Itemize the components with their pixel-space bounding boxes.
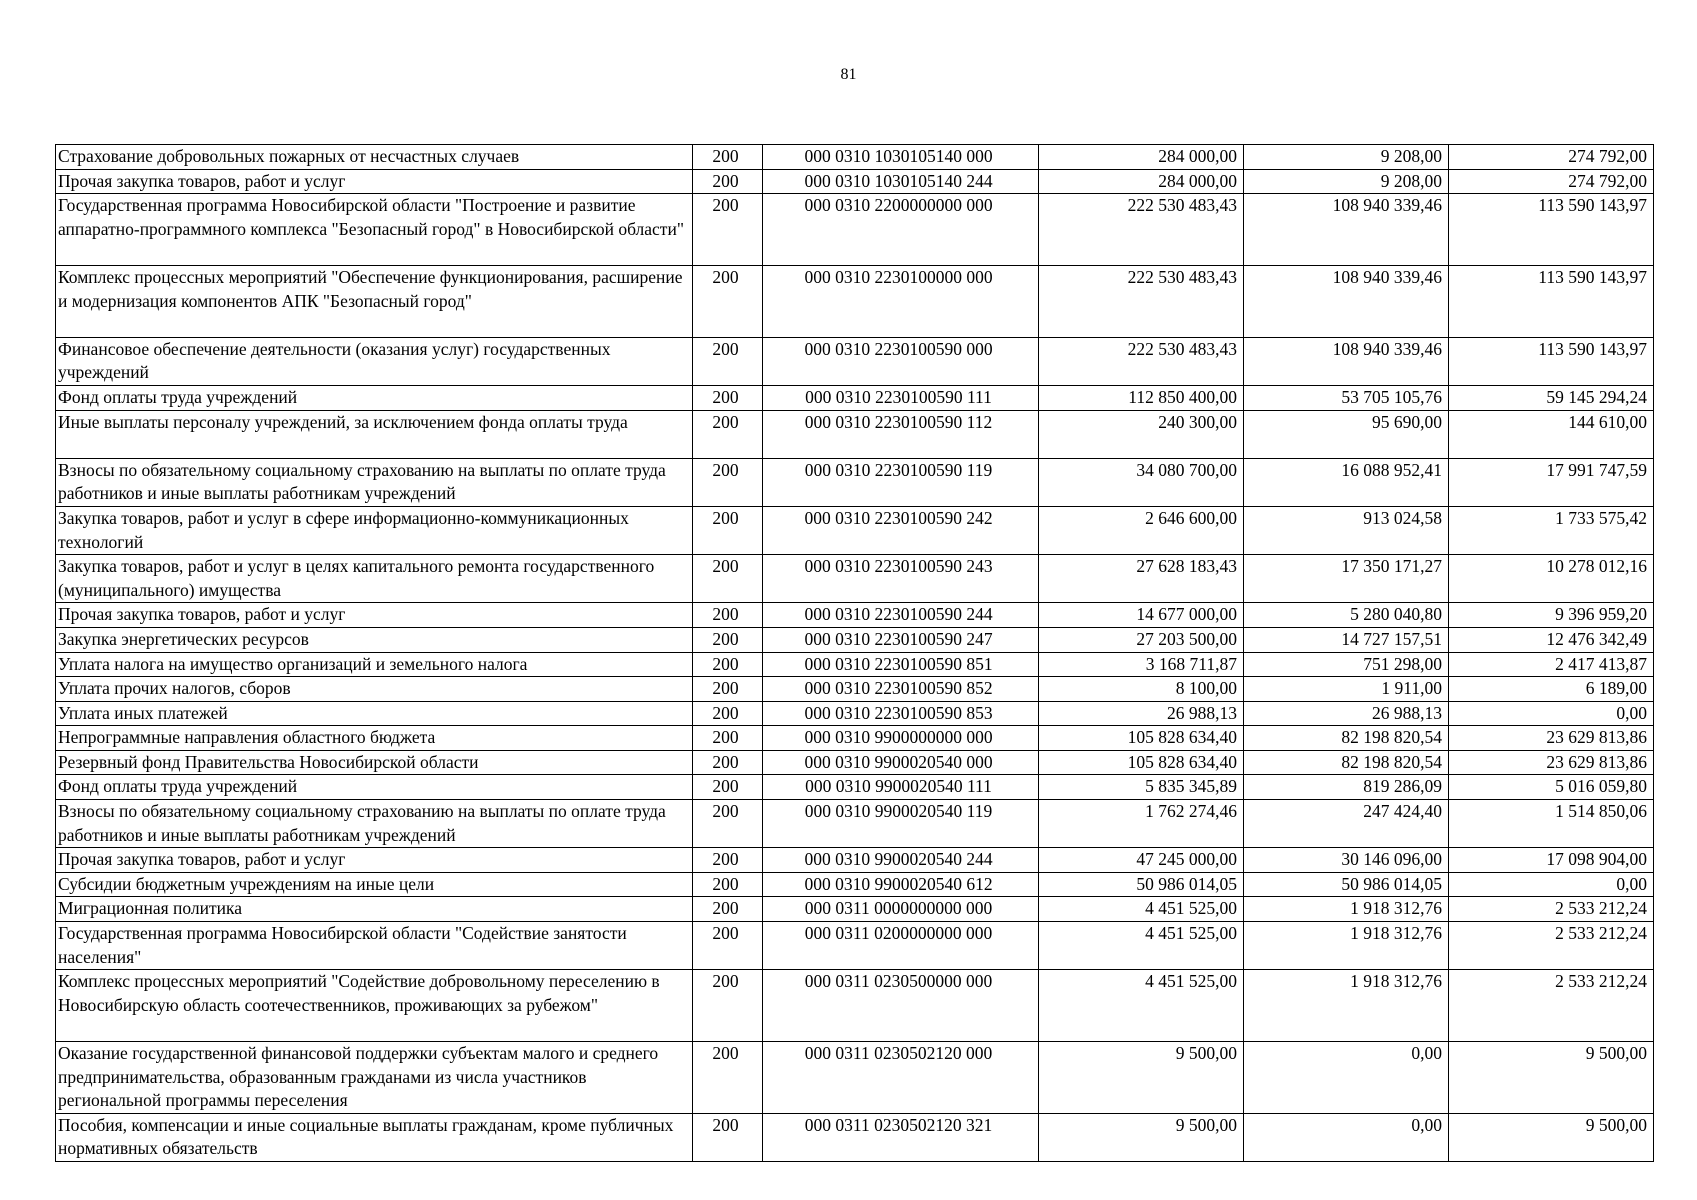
expense-name-cell: Уплата налога на имущество организаций и земельного налога — [56, 652, 693, 677]
expense-name-cell: Комплекс процессных мероприятий "Обеспечение функционирования, расширение и модернизация компонентов АПК "Безопасный город" — [56, 265, 693, 337]
table-row — [56, 555, 1654, 603]
executed-amount-cell: 1 918 312,76 — [1244, 970, 1449, 1042]
approved-amount-cell: 4 451 525,00 — [1039, 922, 1244, 970]
table-row — [56, 265, 1654, 337]
line-code-cell: 200 — [693, 145, 763, 170]
approved-amount-cell: 222 530 483,43 — [1039, 194, 1244, 266]
unexecuted-amount-cell: 9 396 959,20 — [1449, 603, 1654, 628]
unexecuted-amount-cell: 2 417 413,87 — [1449, 652, 1654, 677]
expense-name-cell: Комплекс процессных мероприятий "Содействие добровольному переселению в Новосибирскую область соотечественников, проживающих за рубежом" — [56, 970, 693, 1042]
budget-classification-code-cell: 000 0310 2230100590 851 — [763, 652, 1039, 677]
table-row — [56, 800, 1654, 848]
approved-amount-cell: 5 835 345,89 — [1039, 775, 1244, 800]
unexecuted-amount-cell: 10 278 012,16 — [1449, 555, 1654, 603]
unexecuted-amount-cell: 23 629 813,86 — [1449, 726, 1654, 751]
executed-amount-cell: 9 208,00 — [1244, 169, 1449, 194]
approved-amount-cell: 9 500,00 — [1039, 1042, 1244, 1114]
unexecuted-amount-cell: 113 590 143,97 — [1449, 194, 1654, 266]
budget-classification-code-cell: 000 0310 2230100590 243 — [763, 555, 1039, 603]
unexecuted-amount-cell: 17 098 904,00 — [1449, 848, 1654, 873]
executed-amount-cell: 82 198 820,54 — [1244, 726, 1449, 751]
approved-amount-cell: 284 000,00 — [1039, 145, 1244, 170]
approved-amount-cell: 3 168 711,87 — [1039, 652, 1244, 677]
expense-name-cell: Закупка товаров, работ и услуг в целях капитального ремонта государственного (муниципального) имущества — [56, 555, 693, 603]
unexecuted-amount-cell: 17 991 747,59 — [1449, 458, 1654, 506]
line-code-cell: 200 — [693, 726, 763, 751]
expense-name-cell: Прочая закупка товаров, работ и услуг — [56, 603, 693, 628]
table-row — [56, 872, 1654, 897]
unexecuted-amount-cell: 2 533 212,24 — [1449, 897, 1654, 922]
expense-name-cell: Уплата иных платежей — [56, 701, 693, 726]
approved-amount-cell: 222 530 483,43 — [1039, 265, 1244, 337]
budget-classification-code-cell: 000 0310 2230100590 852 — [763, 677, 1039, 702]
table-row — [56, 506, 1654, 554]
line-code-cell: 200 — [693, 555, 763, 603]
line-code-cell: 200 — [693, 385, 763, 410]
executed-amount-cell: 913 024,58 — [1244, 506, 1449, 554]
budget-classification-code-cell: 000 0310 9900020540 612 — [763, 872, 1039, 897]
unexecuted-amount-cell: 9 500,00 — [1449, 1042, 1654, 1114]
line-code-cell: 200 — [693, 265, 763, 337]
budget-classification-code-cell: 000 0311 0200000000 000 — [763, 922, 1039, 970]
line-code-cell: 200 — [693, 701, 763, 726]
table-row — [56, 922, 1654, 970]
table-row — [56, 652, 1654, 677]
budget-classification-code-cell: 000 0310 2230100590 242 — [763, 506, 1039, 554]
table-row — [56, 750, 1654, 775]
executed-amount-cell: 95 690,00 — [1244, 410, 1449, 458]
line-code-cell: 200 — [693, 1113, 763, 1161]
expense-name-cell: Субсидии бюджетным учреждениям на иные цели — [56, 872, 693, 897]
expense-name-cell: Миграционная политика — [56, 897, 693, 922]
approved-amount-cell: 9 500,00 — [1039, 1113, 1244, 1161]
line-code-cell: 200 — [693, 677, 763, 702]
executed-amount-cell: 1 911,00 — [1244, 677, 1449, 702]
expense-name-cell: Непрограммные направления областного бюджета — [56, 726, 693, 751]
executed-amount-cell: 108 940 339,46 — [1244, 337, 1449, 385]
budget-classification-code-cell: 000 0310 2230100590 000 — [763, 337, 1039, 385]
table-row — [56, 970, 1654, 1042]
executed-amount-cell: 26 988,13 — [1244, 701, 1449, 726]
line-code-cell: 200 — [693, 872, 763, 897]
expense-name-cell: Резервный фонд Правительства Новосибирской области — [56, 750, 693, 775]
budget-classification-code-cell: 000 0310 9900020540 244 — [763, 848, 1039, 873]
line-code-cell: 200 — [693, 775, 763, 800]
executed-amount-cell: 53 705 105,76 — [1244, 385, 1449, 410]
line-code-cell: 200 — [693, 800, 763, 848]
unexecuted-amount-cell: 0,00 — [1449, 872, 1654, 897]
expense-name-cell: Фонд оплаты труда учреждений — [56, 775, 693, 800]
line-code-cell: 200 — [693, 750, 763, 775]
line-code-cell: 200 — [693, 627, 763, 652]
executed-amount-cell: 9 208,00 — [1244, 145, 1449, 170]
expense-name-cell: Государственная программа Новосибирской области "Построение и развитие аппаратно-программного комплекса "Безопасный город" в Новосибирской области" — [56, 194, 693, 266]
unexecuted-amount-cell: 2 533 212,24 — [1449, 970, 1654, 1042]
executed-amount-cell: 1 918 312,76 — [1244, 897, 1449, 922]
approved-amount-cell: 105 828 634,40 — [1039, 726, 1244, 751]
budget-classification-code-cell: 000 0310 2200000000 000 — [763, 194, 1039, 266]
unexecuted-amount-cell: 9 500,00 — [1449, 1113, 1654, 1161]
budget-execution-table — [55, 144, 1654, 1162]
line-code-cell: 200 — [693, 506, 763, 554]
expense-name-cell: Уплата прочих налогов, сборов — [56, 677, 693, 702]
approved-amount-cell: 4 451 525,00 — [1039, 970, 1244, 1042]
budget-classification-code-cell: 000 0310 2230100590 244 — [763, 603, 1039, 628]
approved-amount-cell: 4 451 525,00 — [1039, 897, 1244, 922]
approved-amount-cell: 34 080 700,00 — [1039, 458, 1244, 506]
page-number: 81 — [840, 66, 857, 83]
budget-classification-code-cell: 000 0310 1030105140 244 — [763, 169, 1039, 194]
budget-classification-code-cell: 000 0310 2230100000 000 — [763, 265, 1039, 337]
executed-amount-cell: 0,00 — [1244, 1042, 1449, 1114]
executed-amount-cell: 16 088 952,41 — [1244, 458, 1449, 506]
executed-amount-cell: 0,00 — [1244, 1113, 1449, 1161]
approved-amount-cell: 27 628 183,43 — [1039, 555, 1244, 603]
executed-amount-cell: 5 280 040,80 — [1244, 603, 1449, 628]
unexecuted-amount-cell: 59 145 294,24 — [1449, 385, 1654, 410]
executed-amount-cell: 1 918 312,76 — [1244, 922, 1449, 970]
unexecuted-amount-cell: 1 514 850,06 — [1449, 800, 1654, 848]
unexecuted-amount-cell: 2 533 212,24 — [1449, 922, 1654, 970]
line-code-cell: 200 — [693, 897, 763, 922]
expense-name-cell: Закупка товаров, работ и услуг в сфере информационно-коммуникационных технологий — [56, 506, 693, 554]
table-row — [56, 458, 1654, 506]
table-row — [56, 775, 1654, 800]
budget-classification-code-cell: 000 0310 1030105140 000 — [763, 145, 1039, 170]
table-row — [56, 169, 1654, 194]
executed-amount-cell: 17 350 171,27 — [1244, 555, 1449, 603]
budget-classification-code-cell: 000 0310 2230100590 111 — [763, 385, 1039, 410]
approved-amount-cell: 47 245 000,00 — [1039, 848, 1244, 873]
line-code-cell: 200 — [693, 337, 763, 385]
table-row — [56, 385, 1654, 410]
executed-amount-cell: 14 727 157,51 — [1244, 627, 1449, 652]
expense-name-cell: Пособия, компенсации и иные социальные выплаты гражданам, кроме публичных нормативных обязательств — [56, 1113, 693, 1161]
executed-amount-cell: 30 146 096,00 — [1244, 848, 1449, 873]
budget-classification-code-cell: 000 0310 2230100590 112 — [763, 410, 1039, 458]
line-code-cell: 200 — [693, 922, 763, 970]
approved-amount-cell: 50 986 014,05 — [1039, 872, 1244, 897]
expense-name-cell: Прочая закупка товаров, работ и услуг — [56, 169, 693, 194]
unexecuted-amount-cell: 0,00 — [1449, 701, 1654, 726]
unexecuted-amount-cell: 6 189,00 — [1449, 677, 1654, 702]
approved-amount-cell: 284 000,00 — [1039, 169, 1244, 194]
table-row — [56, 726, 1654, 751]
table-row — [56, 701, 1654, 726]
budget-classification-code-cell: 000 0310 9900000000 000 — [763, 726, 1039, 751]
line-code-cell: 200 — [693, 603, 763, 628]
budget-classification-code-cell: 000 0310 2230100590 119 — [763, 458, 1039, 506]
table-row — [56, 848, 1654, 873]
executed-amount-cell: 247 424,40 — [1244, 800, 1449, 848]
table-row — [56, 1113, 1654, 1161]
budget-classification-code-cell: 000 0310 9900020540 119 — [763, 800, 1039, 848]
line-code-cell: 200 — [693, 410, 763, 458]
unexecuted-amount-cell: 113 590 143,97 — [1449, 265, 1654, 337]
expense-name-cell: Оказание государственной финансовой поддержки субъектам малого и среднего предпринимательства, образованным гражданами из числа участников региональной программы переселения — [56, 1042, 693, 1114]
unexecuted-amount-cell: 1 733 575,42 — [1449, 506, 1654, 554]
unexecuted-amount-cell: 274 792,00 — [1449, 169, 1654, 194]
executed-amount-cell: 819 286,09 — [1244, 775, 1449, 800]
table-row — [56, 194, 1654, 266]
approved-amount-cell: 240 300,00 — [1039, 410, 1244, 458]
budget-classification-code-cell: 000 0311 0230502120 000 — [763, 1042, 1039, 1114]
budget-classification-code-cell: 000 0310 2230100590 247 — [763, 627, 1039, 652]
unexecuted-amount-cell: 23 629 813,86 — [1449, 750, 1654, 775]
approved-amount-cell: 14 677 000,00 — [1039, 603, 1244, 628]
approved-amount-cell: 27 203 500,00 — [1039, 627, 1244, 652]
budget-classification-code-cell: 000 0311 0230500000 000 — [763, 970, 1039, 1042]
expense-name-cell: Закупка энергетических ресурсов — [56, 627, 693, 652]
line-code-cell: 200 — [693, 169, 763, 194]
executed-amount-cell: 108 940 339,46 — [1244, 194, 1449, 266]
budget-classification-code-cell: 000 0310 2230100590 853 — [763, 701, 1039, 726]
line-code-cell: 200 — [693, 1042, 763, 1114]
line-code-cell: 200 — [693, 194, 763, 266]
unexecuted-amount-cell: 12 476 342,49 — [1449, 627, 1654, 652]
table-row — [56, 677, 1654, 702]
expense-name-cell: Государственная программа Новосибирской области "Содействие занятости населения" — [56, 922, 693, 970]
budget-classification-code-cell: 000 0310 9900020540 111 — [763, 775, 1039, 800]
table-body — [56, 145, 1654, 1162]
expense-name-cell: Финансовое обеспечение деятельности (оказания услуг) государственных учреждений — [56, 337, 693, 385]
table-row — [56, 627, 1654, 652]
approved-amount-cell: 2 646 600,00 — [1039, 506, 1244, 554]
expense-name-cell: Взносы по обязательному социальному страхованию на выплаты по оплате труда работников и иные выплаты работникам учреждений — [56, 458, 693, 506]
unexecuted-amount-cell: 113 590 143,97 — [1449, 337, 1654, 385]
executed-amount-cell: 751 298,00 — [1244, 652, 1449, 677]
executed-amount-cell: 82 198 820,54 — [1244, 750, 1449, 775]
expense-name-cell: Прочая закупка товаров, работ и услуг — [56, 848, 693, 873]
approved-amount-cell: 26 988,13 — [1039, 701, 1244, 726]
table-row — [56, 145, 1654, 170]
line-code-cell: 200 — [693, 458, 763, 506]
executed-amount-cell: 108 940 339,46 — [1244, 265, 1449, 337]
table-row — [56, 1042, 1654, 1114]
expense-name-cell: Взносы по обязательному социальному страхованию на выплаты по оплате труда работников и иные выплаты работникам учреждений — [56, 800, 693, 848]
line-code-cell: 200 — [693, 970, 763, 1042]
line-code-cell: 200 — [693, 848, 763, 873]
table-row — [56, 337, 1654, 385]
unexecuted-amount-cell: 5 016 059,80 — [1449, 775, 1654, 800]
approved-amount-cell: 112 850 400,00 — [1039, 385, 1244, 410]
unexecuted-amount-cell: 274 792,00 — [1449, 145, 1654, 170]
expense-name-cell: Иные выплаты персоналу учреждений, за исключением фонда оплаты труда — [56, 410, 693, 458]
line-code-cell: 200 — [693, 652, 763, 677]
table-row — [56, 410, 1654, 458]
budget-classification-code-cell: 000 0310 9900020540 000 — [763, 750, 1039, 775]
approved-amount-cell: 105 828 634,40 — [1039, 750, 1244, 775]
approved-amount-cell: 8 100,00 — [1039, 677, 1244, 702]
approved-amount-cell: 222 530 483,43 — [1039, 337, 1244, 385]
budget-classification-code-cell: 000 0311 0230502120 321 — [763, 1113, 1039, 1161]
approved-amount-cell: 1 762 274,46 — [1039, 800, 1244, 848]
table-row — [56, 897, 1654, 922]
table-row — [56, 603, 1654, 628]
expense-name-cell: Фонд оплаты труда учреждений — [56, 385, 693, 410]
unexecuted-amount-cell: 144 610,00 — [1449, 410, 1654, 458]
budget-classification-code-cell: 000 0311 0000000000 000 — [763, 897, 1039, 922]
expense-name-cell: Страхование добровольных пожарных от несчастных случаев — [56, 145, 693, 170]
executed-amount-cell: 50 986 014,05 — [1244, 872, 1449, 897]
